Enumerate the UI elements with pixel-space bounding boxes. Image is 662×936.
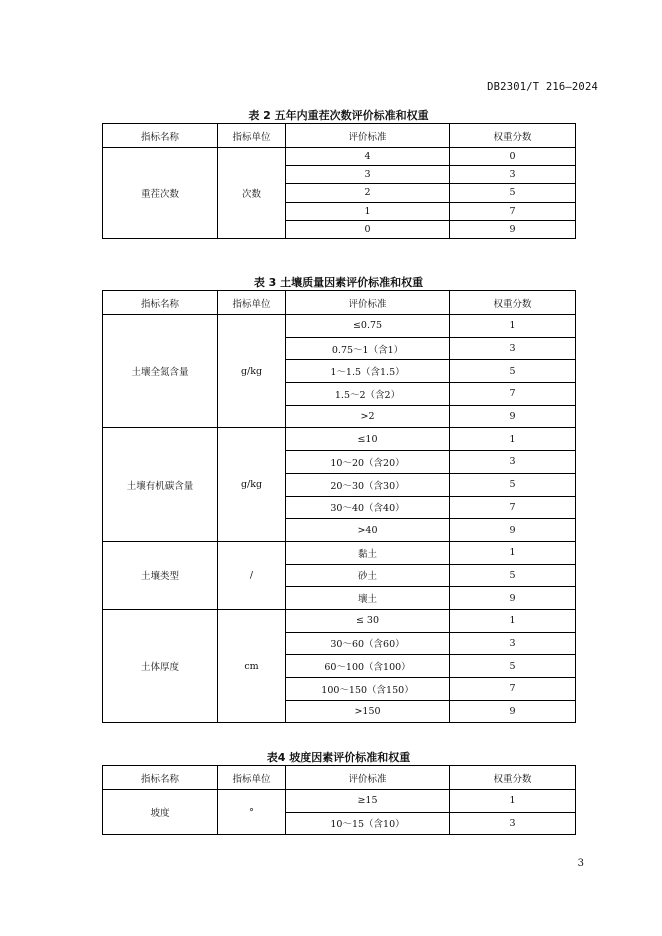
column-header: 权重分数 [450,124,576,148]
indicator-name-cell: 重茬次数 [103,148,218,239]
indicator-name-cell: 坡度 [103,790,218,835]
weight-score-cell: 9 [450,220,576,238]
criterion-cell: 30～40（含40） [286,496,450,519]
criterion-cell: 2 [286,184,450,202]
table-2 [102,123,576,239]
criterion-cell: 4 [286,148,450,166]
criterion-cell: 30～60（含60） [286,632,450,655]
indicator-unit-cell: 次数 [218,148,286,239]
column-header: 指标名称 [103,291,218,315]
column-header: 评价标准 [286,291,450,315]
column-header: 指标名称 [103,766,218,790]
criterion-cell: 10～15（含10） [286,812,450,835]
weight-score-cell: 3 [450,337,576,360]
column-header: 指标名称 [103,124,218,148]
column-header: 评价标准 [286,766,450,790]
table-row [103,609,576,632]
column-header: 指标单位 [218,291,286,315]
weight-score-cell: 9 [450,700,576,723]
criterion-cell: 20～30（含30） [286,473,450,496]
weight-score-cell: 7 [450,496,576,519]
indicator-unit-cell: ° [218,790,286,835]
indicator-name-cell: 土壤类型 [103,541,218,609]
indicator-unit-cell: g/kg [218,315,286,428]
criterion-cell: 黏土 [286,541,450,564]
table-header-row [103,124,576,148]
indicator-name-cell: 土体厚度 [103,609,218,722]
indicator-name-cell: 土壤全氮含量 [103,315,218,428]
table-row [103,315,576,338]
table-row [103,790,576,813]
indicator-unit-cell: / [218,541,286,609]
weight-score-cell: 5 [450,360,576,383]
column-header: 权重分数 [450,291,576,315]
page-number: 3 [577,858,584,869]
criterion-cell: 100～150（含150） [286,678,450,701]
weight-score-cell: 5 [450,564,576,587]
column-header: 指标单位 [218,124,286,148]
weight-score-cell: 5 [450,184,576,202]
weight-score-cell: 7 [450,202,576,220]
weight-score-cell: 9 [450,587,576,610]
table-row [103,428,576,451]
weight-score-cell: 9 [450,519,576,542]
weight-score-cell: 3 [450,166,576,184]
table-row [103,541,576,564]
table-row [103,148,576,166]
weight-score-cell: 3 [450,451,576,474]
criterion-cell: >2 [286,405,450,428]
table-3-caption: 表 3 土壤质量因素评价标准和权重 [253,276,424,289]
indicator-unit-cell: g/kg [218,428,286,541]
weight-score-cell: 1 [450,428,576,451]
criterion-cell: 壤土 [286,587,450,610]
criterion-cell: 10～20（含20） [286,451,450,474]
weight-score-cell: 9 [450,405,576,428]
table-header-row [103,291,576,315]
indicator-name-cell: 土壤有机碳含量 [103,428,218,541]
weight-score-cell: 3 [450,812,576,835]
criterion-cell: >40 [286,519,450,542]
criterion-cell: 3 [286,166,450,184]
weight-score-cell: 1 [450,609,576,632]
criterion-cell: 0 [286,220,450,238]
table-4 [102,765,576,835]
column-header: 指标单位 [218,766,286,790]
criterion-cell: 1 [286,202,450,220]
criterion-cell: 砂土 [286,564,450,587]
table-3 [102,290,576,723]
weight-score-cell: 1 [450,790,576,813]
table-4-caption: 表4 坡度因素评价标准和权重 [266,751,411,764]
weight-score-cell: 7 [450,383,576,406]
table-2-caption: 表 2 五年内重茬次数评价标准和权重 [248,109,429,122]
column-header: 评价标准 [286,124,450,148]
criterion-cell: ≥15 [286,790,450,813]
criterion-cell: 0.75～1（含1） [286,337,450,360]
document-code: DB2301/T 216—2024 [487,81,598,93]
criterion-cell: ≤10 [286,428,450,451]
weight-score-cell: 1 [450,315,576,338]
table-header-row [103,766,576,790]
criterion-cell: 60～100（含100） [286,655,450,678]
weight-score-cell: 1 [450,541,576,564]
weight-score-cell: 3 [450,632,576,655]
weight-score-cell: 0 [450,148,576,166]
criterion-cell: >150 [286,700,450,723]
criterion-cell: ≤0.75 [286,315,450,338]
weight-score-cell: 7 [450,678,576,701]
column-header: 权重分数 [450,766,576,790]
criterion-cell: ≤ 30 [286,609,450,632]
weight-score-cell: 5 [450,655,576,678]
weight-score-cell: 5 [450,473,576,496]
criterion-cell: 1～1.5（含1.5） [286,360,450,383]
criterion-cell: 1.5～2（含2） [286,383,450,406]
indicator-unit-cell: cm [218,609,286,722]
